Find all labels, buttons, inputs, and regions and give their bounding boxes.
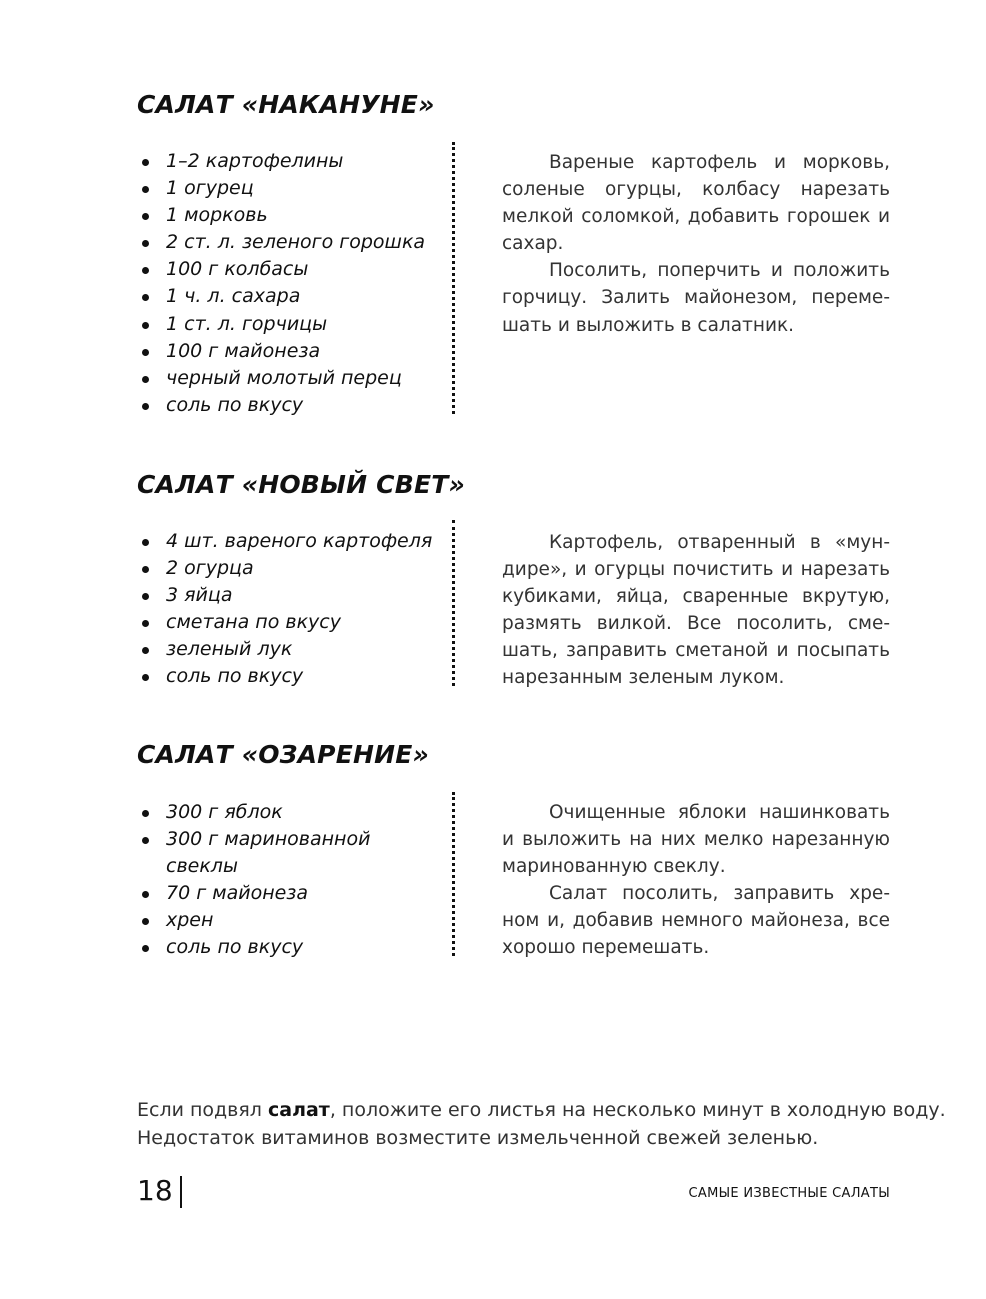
instruction-line: дире», и огурцы почистить и нарезать [502,559,890,581]
instruction-line: Салат посолить, заправить хре- [549,883,890,905]
ingredient-item: 300 г маринованной свеклы [140,826,440,880]
instruction-line: хорошо перемешать. [502,937,710,959]
instruction-line: соленые огурцы, колбасу нарезать [502,179,890,201]
ingredient-item: соль по вкусу [140,392,440,419]
instruction-line: Вареные картофель и морковь, [549,152,890,173]
recipe-title: САЛАТ «ОЗАРЕНИЕ» [137,740,429,769]
page-number-separator [180,1176,182,1208]
ingredient-item: зеленый лук [140,636,440,663]
tip-keyword: салат [267,1099,330,1121]
ingredient-item: 2 ст. л. зеленого горошка [140,229,440,256]
running-title: САМЫЕ ИЗВЕСТНЫЕ САЛАТЫ [688,1186,890,1201]
page-number: 18 [137,1174,173,1207]
instruction-line: мелкой соломкой, добавить горошек и [502,206,890,228]
instruction-line: нарезанным зеленым луком. [502,667,785,689]
instruction-line: кубиками, яйца, сваренные вкрутую, [502,586,890,608]
ingredient-item: 100 г майонеза [140,338,440,365]
recipe-instructions [502,799,890,962]
tip-text: , положите его листья на несколько минут в холодную воду. [329,1099,946,1121]
ingredient-list [140,148,440,419]
dotted-divider [452,142,455,414]
ingredient-item: 70 г майонеза [140,880,440,907]
dotted-divider [452,520,455,686]
ingredient-item: сметана по вкусу [140,609,440,636]
ingredient-item: 300 г яблок [140,799,440,826]
instruction-line: маринованную свеклу. [502,856,726,878]
ingredient-item: 100 г колбасы [140,256,440,283]
instruction-line: шать, заправить сметаной и посыпать [502,640,890,662]
ingredient-item: 3 яйца [140,582,440,609]
ingredient-item: 1 ст. л. горчицы [140,311,440,338]
instruction-line: Очищенные яблоки нашинковать [549,802,890,823]
instruction-line: горчицу. Залить майонезом, переме- [502,287,890,309]
recipe-instructions [502,529,890,692]
instruction-line: шать и выложить в салатник. [502,314,795,336]
ingredient-item: 1 морковь [140,202,440,229]
ingredient-item: 1 ч. л. сахара [140,283,440,310]
ingredient-item: черный молотый перец [140,365,440,392]
recipe-instructions [502,149,890,339]
ingredient-item: 4 шт. вареного картофеля [140,528,440,555]
instruction-line: и выложить на них мелко нарезанную [502,829,890,851]
tip-note [137,1096,946,1152]
ingredient-item: 1–2 картофелины [140,148,440,175]
instruction-line: ном и, добавив немного майонеза, все [502,910,890,932]
recipe-title: САЛАТ «НОВЫЙ СВЕТ» [137,470,465,499]
instruction-line: Посолить, поперчить и положить [549,260,890,282]
tip-text: Недостаток витаминов возместите измельченной свежей зеленью. [137,1127,819,1149]
ingredient-item: хрен [140,907,440,934]
ingredient-list [140,799,440,962]
ingredient-item: соль по вкусу [140,663,440,690]
instruction-line: сахар. [502,233,564,255]
tip-text: Если подвял [137,1099,268,1121]
ingredient-item: соль по вкусу [140,934,440,961]
ingredient-list [140,528,440,691]
recipe-title: САЛАТ «НАКАНУНЕ» [137,90,435,119]
ingredient-item: 1 огурец [140,175,440,202]
ingredient-item: 2 огурца [140,555,440,582]
dotted-divider [452,792,455,956]
instruction-line: размять вилкой. Все посолить, сме- [502,613,890,635]
instruction-line: Картофель, отваренный в «мун- [549,532,890,553]
